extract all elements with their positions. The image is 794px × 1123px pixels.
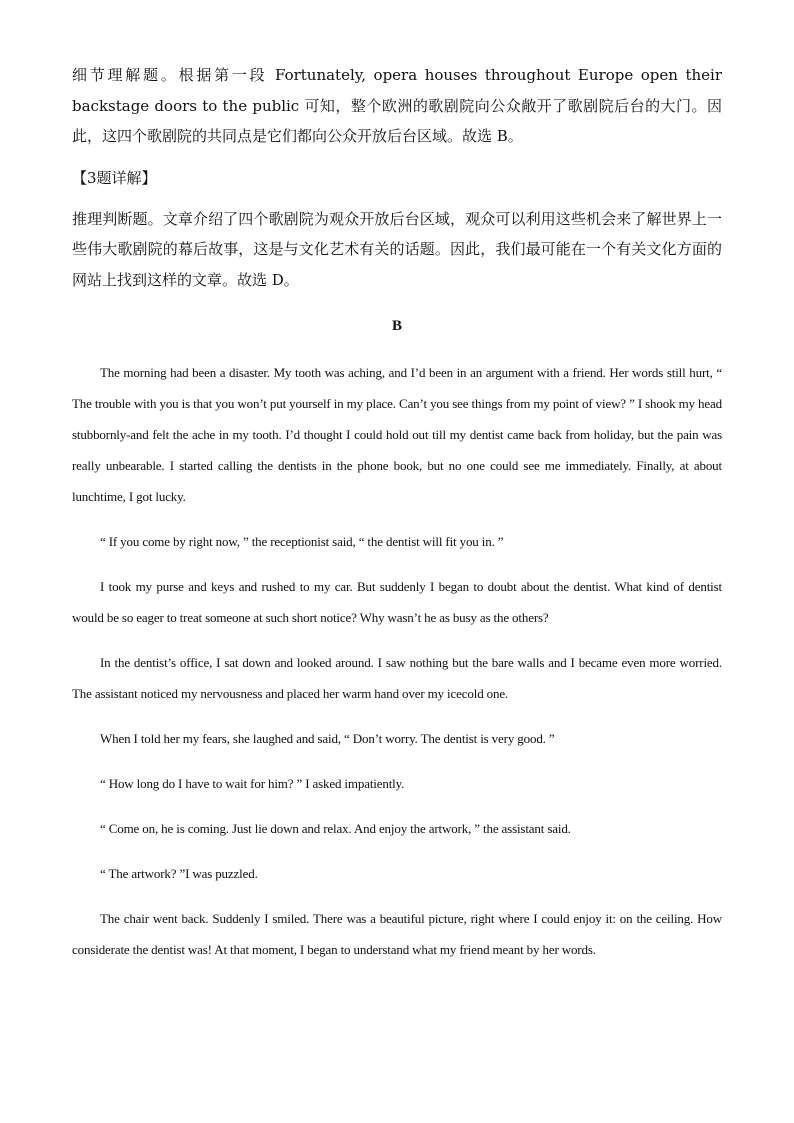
section-title: B — [391, 318, 402, 334]
spacer — [72, 889, 722, 903]
spacer — [72, 557, 722, 571]
spacer — [72, 754, 722, 768]
passage-paragraph-1: The morning had been a disaster. My tooth was aching, and I’d been in an argument with a friend. Her words still hurt, “ The trouble with you is that you won’t put yourself in my place. Can’t you see things from my point of view? ” I shook my head stubbornly-and felt the ache in my tooth. I’d thought I could hold out till my dentist came back from holiday, but the pain was really unbearable. I started calling the dentists in the phone book, but no one could see me immediately. Finally, at about lunchtime, I got lucky. — [72, 365, 722, 504]
spacer — [72, 633, 722, 647]
passage-paragraph-5: When I told her my fears, she laughed and said, “ Don’t worry. The dentist is very good. ” — [100, 731, 555, 746]
spacer — [72, 512, 722, 526]
spacer — [72, 844, 722, 858]
spacer — [72, 152, 722, 166]
passage-paragraph-7: “ Come on, he is coming. Just lie down and relax. And enjoy the artwork, ” the assistant said. — [100, 821, 571, 836]
document-page — [72, 60, 722, 965]
spacer — [72, 799, 722, 813]
passage-paragraph-2: “ If you come by right now, ” the receptionist said, “ the dentist will fit you in. ” — [100, 534, 504, 549]
passage-paragraph-9: The chair went back. Suddenly I smiled. There was a beautiful picture, right where I could enjoy it: on the ceiling. How considerate the dentist was! At that moment, I began to understand what my friend meant by her words. — [72, 911, 722, 957]
passage-paragraph-6: “ How long do I have to wait for him? ” I asked impatiently. — [100, 776, 405, 791]
passage-paragraph-8: “ The artwork? ”I was puzzled. — [100, 866, 258, 881]
answer-3-explanation: 推理判断题。文章介绍了四个歌剧院为观众开放后台区域，观众可以利用这些机会来了解世界上一些伟大歌剧院的幕后故事，这是与文化艺术有关的话题。因此，我们最可能在一个有关文化方面的网站上找到这样的文章。故选 D。 — [72, 209, 722, 289]
spacer — [72, 190, 722, 204]
spacer — [72, 709, 722, 723]
passage-paragraph-3: I took my purse and keys and rushed to my car. But suddenly I began to doubt about the dentist. What kind of dentist would be so eager to treat someone at such short notice? Why wasn’t he as busy as the others? — [72, 579, 722, 625]
passage-paragraph-4: In the dentist’s office, I sat down and looked around. I saw nothing but the bare walls and I became even more worried. The assistant noticed my nervousness and placed her warm hand over my icecold one. — [72, 655, 722, 701]
answer-2-explanation: 细节理解题。根据第一段 Fortunately, opera houses throughout Europe open their backstage doors to the public 可知，整个欧洲的歌剧院向公众敞开了歌剧院后台的大门。因此，这四个歌剧院的共同点是它们都向公众开放后台区域。故选 B。 — [72, 66, 722, 145]
question-3-heading: 【3题详解】 — [72, 168, 157, 187]
